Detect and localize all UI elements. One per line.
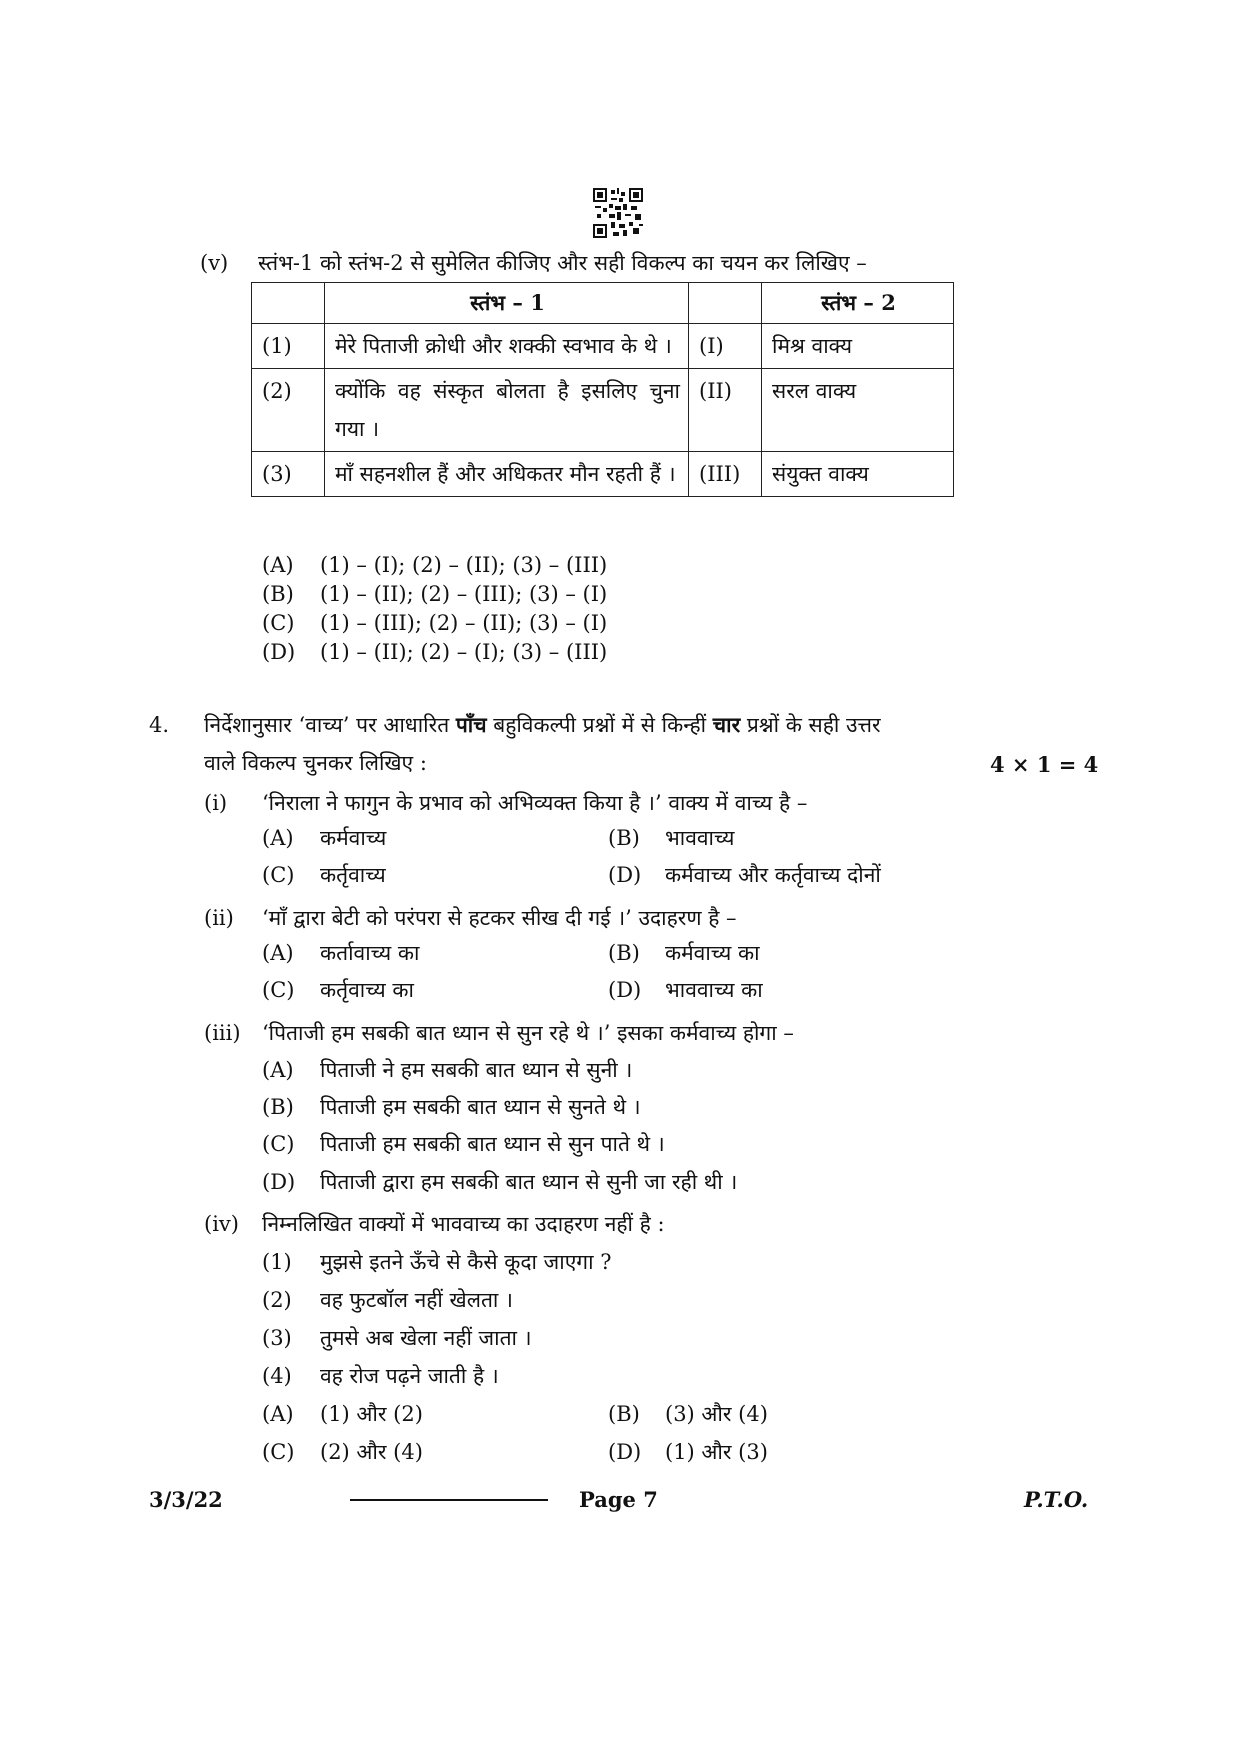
- qr-code-icon: [593, 188, 643, 238]
- sub-question-number: (i): [204, 791, 228, 815]
- intro-text: बहुविकल्पी प्रश्नों में से किन्हीं: [486, 713, 713, 737]
- pto-marker: P.T.O.: [1024, 1487, 1089, 1512]
- table-cell: (II): [689, 369, 762, 452]
- option-label: (B): [262, 1095, 294, 1119]
- table-row: [252, 452, 954, 497]
- footer-divider: [350, 1499, 548, 1501]
- table-cell: माँ सहनशील हैं और अधिकतर मौन रहती हैं ।: [325, 452, 689, 497]
- option-label: (A): [262, 1058, 294, 1082]
- option-text: कर्तावाच्य का: [320, 941, 420, 965]
- option-text: पिताजी द्वारा हम सबकी बात ध्यान से सुनी जा रही थी ।: [320, 1170, 738, 1194]
- table-cell: (III): [689, 452, 762, 497]
- paper-code: 3/3/22: [149, 1487, 223, 1512]
- option-text: कर्तृवाच्य का: [320, 978, 414, 1002]
- option-label: (B): [608, 941, 640, 965]
- option-text: (1) – (III); (2) – (II); (3) – (I): [320, 611, 608, 635]
- statement-label: (3): [262, 1326, 292, 1350]
- option-label: (A): [262, 553, 294, 577]
- option-label: (A): [262, 826, 294, 850]
- statement-label: (2): [262, 1288, 292, 1312]
- option-label: (C): [262, 1440, 295, 1464]
- option-label: (D): [262, 640, 296, 664]
- statement-text: वह फुटबॉल नहीं खेलता ।: [320, 1288, 513, 1312]
- option-text: (2) और (4): [320, 1440, 423, 1464]
- statement-label: (1): [262, 1250, 292, 1274]
- option-label: (B): [608, 1402, 640, 1426]
- page-number: Page 7: [579, 1487, 658, 1512]
- option-text: कर्मवाच्य: [320, 826, 387, 850]
- intro-text: प्रश्नों के सही उत्तर: [740, 713, 881, 737]
- table-cell: (1): [252, 324, 325, 369]
- option-label: (C): [262, 1132, 295, 1156]
- option-label: (C): [262, 611, 295, 635]
- sub-question-text: ‘निराला ने फागुन के प्रभाव को अभिव्यक्त किया है ।’ वाक्य में वाच्य है –: [262, 791, 808, 815]
- sub-question-number: (ii): [204, 906, 234, 930]
- option-label: (D): [608, 978, 642, 1002]
- option-text: (1) – (II); (2) – (I); (3) – (III): [320, 640, 608, 664]
- option-text: पिताजी हम सबकी बात ध्यान से सुन पाते थे ।: [320, 1132, 665, 1156]
- table-row: [252, 324, 954, 369]
- table-cell: मिश्र वाक्य: [762, 324, 954, 369]
- option-text: भाववाच्य: [665, 826, 735, 850]
- table-header-cell: [252, 283, 325, 324]
- option-label: (D): [608, 863, 642, 887]
- option-text: कर्मवाच्य और कर्तृवाच्य दोनों: [665, 863, 881, 887]
- question-number: (v): [200, 251, 229, 275]
- table-header-row: [252, 283, 954, 324]
- option-text: पिताजी ने हम सबकी बात ध्यान से सुनी ।: [320, 1058, 633, 1082]
- sub-question-text: ‘माँ द्वारा बेटी को परंपरा से हटकर सीख दी गई ।’ उदाहरण है –: [262, 906, 737, 930]
- table-header-cell: स्तंभ – 1: [325, 283, 689, 324]
- option-label: (B): [608, 826, 640, 850]
- option-label: (C): [262, 978, 295, 1002]
- table-cell: (I): [689, 324, 762, 369]
- table-header-cell: स्तंभ – 2: [762, 283, 954, 324]
- table-row: [252, 369, 954, 452]
- sub-question-number: (iv): [204, 1212, 239, 1236]
- option-label: (D): [608, 1440, 642, 1464]
- statement-label: (4): [262, 1364, 292, 1388]
- sub-question-text: निम्नलिखित वाक्यों में भाववाच्य का उदाहरण नहीं है :: [262, 1212, 665, 1236]
- option-text: पिताजी हम सबकी बात ध्यान से सुनते थे ।: [320, 1095, 641, 1119]
- statement-text: वह रोज पढ़ने जाती है ।: [320, 1364, 499, 1388]
- statement-text: मुझसे इतने ऊँचे से कैसे कूदा जाएगा ?: [320, 1250, 612, 1274]
- sub-question-number: (iii): [204, 1021, 241, 1045]
- intro-bold-four: चार: [712, 712, 741, 737]
- table-header-cell: [689, 283, 762, 324]
- table-cell: सरल वाक्य: [762, 369, 954, 452]
- option-label: (A): [262, 941, 294, 965]
- option-text: (1) – (II); (2) – (III); (3) – (I): [320, 582, 608, 606]
- option-text: (1) – (I); (2) – (II); (3) – (III): [320, 553, 608, 577]
- option-label: (A): [262, 1402, 294, 1426]
- table-cell: क्योंकि वह संस्कृत बोलता है इसलिए चुना गया ।: [325, 369, 689, 452]
- option-text: (1) और (3): [665, 1440, 768, 1464]
- table-cell: (2): [252, 369, 325, 452]
- sub-question-text: ‘पिताजी हम सबकी बात ध्यान से सुन रहे थे ।’ इसका कर्मवाच्य होगा –: [262, 1021, 794, 1045]
- question-text: स्तंभ-1 को स्तंभ-2 से सुमेलित कीजिए और सही विकल्प का चयन कर लिखिए –: [258, 251, 867, 275]
- match-table: [251, 282, 954, 497]
- option-text: कर्तृवाच्य: [320, 863, 386, 887]
- question-intro-line2: वाले विकल्प चुनकर लिखिए :: [204, 751, 427, 775]
- option-text: (1) और (2): [320, 1402, 423, 1426]
- table-cell: संयुक्त वाक्य: [762, 452, 954, 497]
- intro-text: निर्देशानुसार ‘वाच्य’ पर आधारित: [204, 713, 456, 737]
- question-number: 4.: [149, 713, 170, 737]
- option-text: कर्मवाच्य का: [665, 941, 760, 965]
- intro-bold-five: पाँच: [455, 712, 487, 737]
- table-cell: (3): [252, 452, 325, 497]
- question-intro: [204, 711, 1059, 739]
- marks: 4 × 1 = 4: [990, 752, 1099, 777]
- option-text: (3) और (4): [665, 1402, 768, 1426]
- table-cell: मेरे पिताजी क्रोधी और शक्की स्वभाव के थे ।: [325, 324, 689, 369]
- option-label: (D): [262, 1170, 296, 1194]
- statement-text: तुमसे अब खेला नहीं जाता ।: [320, 1326, 532, 1350]
- option-text: भाववाच्य का: [665, 978, 763, 1002]
- option-label: (C): [262, 863, 295, 887]
- option-label: (B): [262, 582, 294, 606]
